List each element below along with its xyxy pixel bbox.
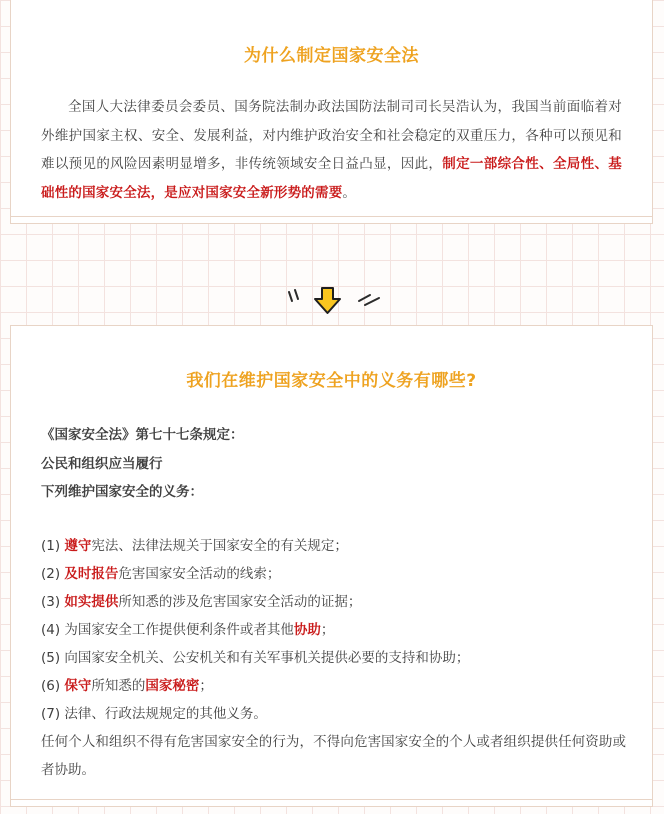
duty-number: (6): [41, 678, 65, 694]
section-paragraph: [41, 93, 622, 207]
duty-number: (7): [41, 706, 65, 722]
section-card-duties: [10, 325, 653, 807]
duty-number: (4): [41, 622, 65, 638]
duty-text: 为国家安全工作提供便利条件或者其他: [64, 622, 294, 638]
duty-list: [41, 532, 626, 784]
duty-item: [41, 700, 626, 728]
section-divider: [0, 284, 664, 318]
duty-text: 法律、行政法规规定的其他义务。: [64, 706, 267, 722]
duty-text: 所知悉的涉及危害国家安全活动的证据；: [118, 594, 362, 610]
law-line: 下列维护国家安全的义务：: [41, 484, 203, 500]
duty-highlight: 如实提供: [64, 594, 119, 610]
duty-number: (1): [41, 538, 65, 554]
duty-item: [41, 672, 626, 700]
duty-item: [41, 532, 626, 560]
section-title: 为什么制定国家安全法: [244, 46, 419, 66]
duty-text: 向国家安全机关、公安机关和有关军事机关提供必要的支持和协助；: [64, 650, 470, 666]
duty-highlight: 国家秘密: [145, 678, 200, 694]
paragraph-highlight: 制定一部综合性、全局性、基础性的国家安全法，是应对国家安全新形势的需要: [41, 156, 622, 201]
duty-item: [41, 588, 626, 616]
duty-highlight: 保守: [64, 678, 92, 694]
closing-paragraph: 任何个人和组织不得有危害国家安全的行为，不得向危害国家安全的个人或者组织提供任何资助或者协助。: [41, 734, 626, 778]
duty-highlight: 协助: [293, 622, 321, 638]
paragraph-text: 全国人大法律委员会委员、国务院法制办政法国防法制司司长吴浩认为，我国当前面临着对外维护国家主权、安全、发展利益，对内维护政治安全和社会稳定的双重压力，各种可以预见和难以预见的风险因素明显增多，非传统领域安全日益凸显，因此，: [41, 99, 622, 172]
section-card-why: [10, 0, 653, 224]
law-line: 公民和组织应当履行: [41, 455, 163, 472]
doodle-strokes-right: [359, 295, 379, 305]
duty-text: ；: [320, 622, 335, 638]
duty-text: ；: [199, 678, 213, 694]
duty-number: (3): [41, 594, 65, 610]
duty-text: 宪法、法律法规关于国家安全的有关规定；: [91, 538, 348, 554]
doodle-strokes-left: [289, 290, 298, 301]
duty-item: [41, 644, 626, 672]
duty-item: [41, 560, 626, 588]
duty-text: 危害国家安全活动的线索；: [118, 566, 281, 582]
duty-number: (5): [41, 650, 65, 666]
law-citation: [41, 421, 244, 507]
duty-text: 所知悉的: [91, 678, 146, 694]
duty-highlight: 及时报告: [64, 566, 119, 582]
duty-highlight: 遵守: [64, 538, 92, 554]
down-arrow-icon: [315, 288, 340, 313]
duty-number: (2): [41, 566, 65, 582]
duty-item: [41, 616, 626, 644]
section-title: 我们在维护国家安全中的义务有哪些?: [186, 371, 477, 391]
paragraph-end: 。: [342, 184, 357, 201]
law-line: 《国家安全法》第七十七条规定：: [41, 427, 244, 443]
